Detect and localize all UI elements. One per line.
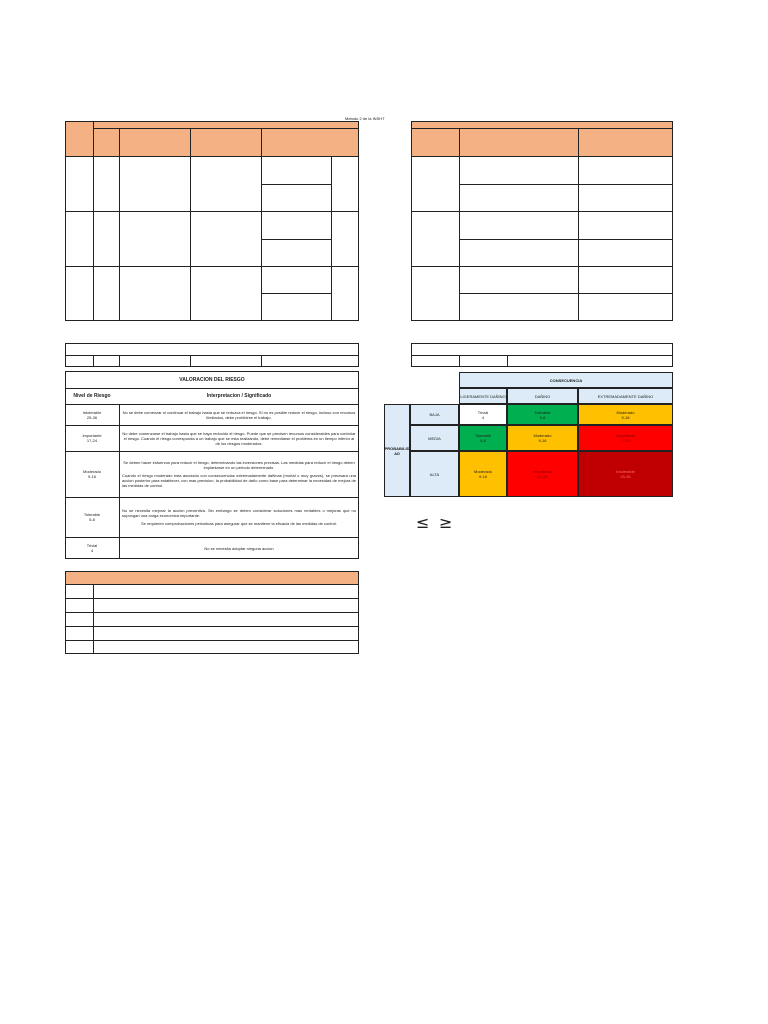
cell-alta-moderado: Moderado 9-16 bbox=[459, 451, 507, 497]
probabilidad-label: PROBABILID AD bbox=[384, 404, 410, 497]
interp-trivial: No se necesita adoptar ninguna accion bbox=[204, 545, 274, 551]
nivel-trivial: Trivial 4 bbox=[86, 543, 98, 553]
document-title: Metodo 2 de la INSHT bbox=[345, 116, 385, 121]
consecuencia-header: CONSECUENCIA bbox=[459, 372, 673, 388]
col-interp-header: Interpretacion / Significado bbox=[206, 393, 272, 399]
cell-media-moderado: Moderado 9-16 bbox=[507, 425, 578, 451]
nivel-moderado: Moderado 9-16 bbox=[82, 469, 101, 479]
cell-alta-importante: Importante 17-24 bbox=[507, 451, 578, 497]
valoracion-title: VALORACION DEL RIESGO bbox=[179, 376, 245, 383]
row-alta: ALTA bbox=[410, 451, 459, 497]
cell-media-tolerable: Tolerable 5-8 bbox=[459, 425, 507, 451]
greater-equal-symbol: ≥ bbox=[439, 513, 453, 532]
col-nivel-header: Nivel de Riesgo bbox=[73, 393, 111, 399]
less-equal-symbol: ≤ bbox=[416, 513, 430, 532]
cell-media-importante: Importante 17-24 bbox=[578, 425, 673, 451]
interp-tolerable: No se necesita mejorar la accion preventiva. Sin embargo se deben considerar soluciones mas rentables o mejoras que no supongan una carga economica importante. Se requieren comprobaciones periodicas para asegurar que se mantiene la eficacia de las medidas de control. bbox=[122, 508, 356, 526]
row-baja: BAJA bbox=[410, 404, 459, 425]
cell-alta-intolerable: Intolerable 25-36 bbox=[578, 451, 673, 497]
cell-baja-tolerable: Tolerable 5-8 bbox=[507, 404, 578, 425]
interp-intolerable: No se debe comenzar ni continuar el trabajo hasta que se reduzca el riesgo. Si no es posible reducir el riesgo, incluso con recursos ilimitados, debe prohibirse el trabajo. bbox=[122, 409, 356, 420]
row-media: MEDIA bbox=[410, 425, 459, 451]
bottom-left-header-band bbox=[66, 572, 358, 584]
nivel-intolerable: Intolerable 25-36 bbox=[82, 409, 102, 420]
col-danino: DAÑINO bbox=[507, 388, 578, 404]
interp-importante: No debe comenzarse el trabajo hasta que se haya reducido el riesgo. Puede que se precisen recursos considerables para controlar el riesgo. Cuando el riesgo corresponda a un trabajo que se esta realizando, debe remediarse el problema en un tiempo inferior al de los riesgos moderados. bbox=[122, 430, 356, 446]
nivel-importante: Importante 17-24 bbox=[82, 433, 102, 443]
cell-baja-moderado: Moderado 9-16 bbox=[578, 404, 673, 425]
col-extremadamente-danino: EXTREMADAMENTE DAÑINO bbox=[578, 388, 673, 404]
interp-moderado: Se deben hacer esfuerzos para reducir el riesgo, determinando las inversiones precisas. Las medidas para reducir el riesgo deben implantarse en un periodo determinado. Cuando el riesgo moderado esta asociado con consecuencias extremadamente dañinas (mortal o muy graves), se precisara una accion posterior para establecer, con mas precision, la probabilidad de daño como base para determinar la necesidad de mejora de las medidas de control. bbox=[122, 460, 356, 488]
col-ligeramente-danino: LIGERAMENTE DAÑINO bbox=[459, 388, 507, 404]
cell-baja-trivial: Trivial 4 bbox=[459, 404, 507, 425]
nivel-tolerable: Tolerable 5-8 bbox=[83, 512, 101, 522]
